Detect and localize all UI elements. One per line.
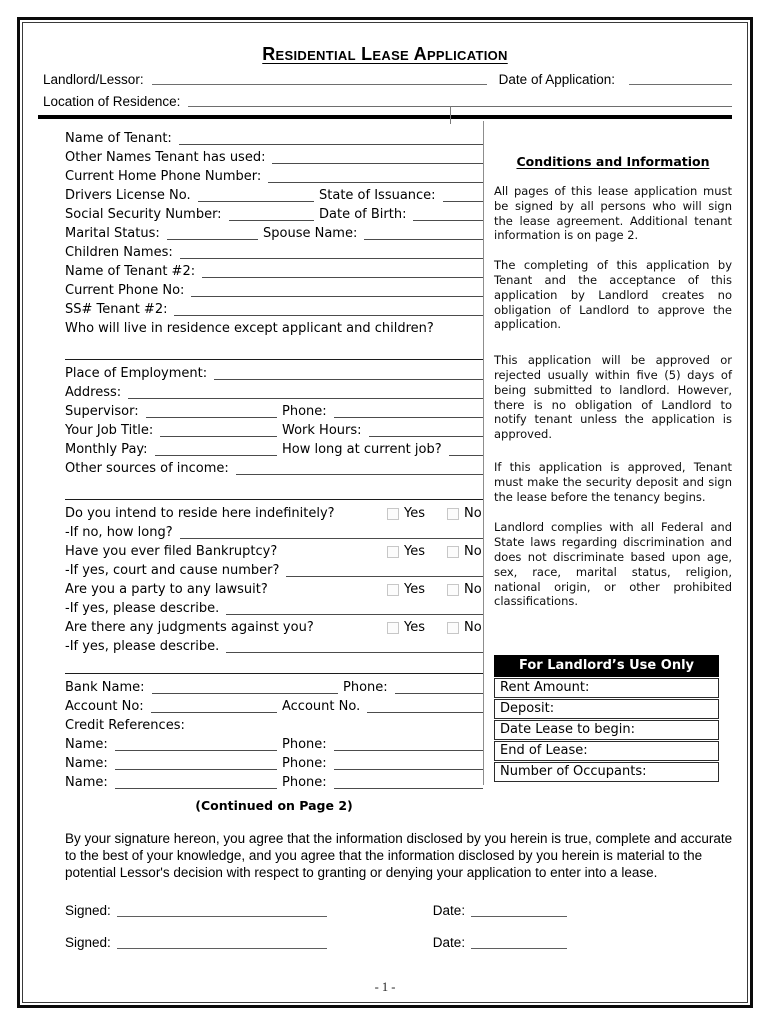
tenant2-name-field[interactable] [202, 277, 483, 278]
tenant2-ssn-label: SS# Tenant #2: [65, 302, 168, 317]
page-number: - 1 - [374, 980, 396, 994]
reference-phone-field[interactable] [334, 750, 483, 751]
who-will-live-label: Who will live in residence except applicant and children? [65, 321, 434, 336]
other-names-field[interactable] [272, 163, 483, 164]
supervisor-label: Supervisor: [65, 404, 139, 419]
supervisor-phone-label: Phone: [282, 404, 327, 419]
number-of-occupants-cell[interactable]: Number of Occupants: [494, 762, 719, 782]
no-checkbox[interactable] [447, 508, 459, 520]
account-no-label: Account No: [65, 699, 144, 714]
page-title [38, 44, 732, 65]
followup-row-indefinitely [65, 522, 483, 541]
ssn-group [65, 206, 314, 223]
signature-row-2 [65, 932, 732, 950]
home-phone-label: Current Home Phone Number: [65, 169, 262, 184]
job-title-field[interactable] [160, 422, 277, 437]
left-column [55, 121, 483, 813]
agreement-text: By your signature hereon, you agree that the information disclosed by you herein is true, complete and accurate to the best of your knowledge, and you agree that the information disclosed by you herein is material to the potential Lessor's decision with respect to granting or denying your application to enter into a lease. [65, 831, 733, 880]
reference-phone-field[interactable] [334, 788, 483, 789]
yes-label: Yes [404, 544, 425, 559]
tenant-name-label: Name of Tenant: [65, 131, 172, 146]
no-option [447, 543, 483, 560]
field-row-other-income [65, 458, 483, 477]
followup-indefinitely-field[interactable] [180, 538, 483, 539]
bank-phone-label: Phone: [343, 680, 388, 695]
field-row-job-title [65, 420, 483, 439]
tenant2-name-label: Name of Tenant #2: [65, 264, 196, 279]
followup-lawsuit-label: -If yes, please describe. [65, 601, 220, 616]
monthly-pay-group [65, 441, 277, 458]
field-row-supervisor [65, 401, 483, 420]
bank-name-field[interactable] [152, 679, 338, 694]
landlord-use-only-box [494, 655, 719, 782]
place-of-employment-field[interactable] [214, 379, 483, 380]
landlord-lessor-label: Landlord/Lessor: [43, 72, 144, 87]
reference-phone-label: Phone: [282, 775, 327, 790]
how-long-job-label: How long at current job? [282, 442, 442, 457]
field-row-reference-2 [65, 753, 483, 772]
followup-row-judgments [65, 636, 483, 655]
other-income-label: Other sources of income: [65, 461, 229, 476]
yes-option [387, 581, 447, 598]
employer-address-label: Address: [65, 385, 122, 400]
header-row-location [38, 91, 732, 109]
yes-checkbox[interactable] [387, 584, 399, 596]
landlord-lessor-field[interactable] [152, 84, 487, 85]
date-of-birth-field[interactable] [413, 220, 483, 221]
ssn-field[interactable] [229, 206, 314, 221]
field-row-monthly-pay [65, 439, 483, 458]
field-row-drivers-license [65, 185, 483, 204]
signature-field[interactable] [117, 948, 327, 949]
reference-name-group [65, 774, 277, 791]
account-no2-field[interactable] [367, 712, 483, 713]
questions-section-space [65, 655, 483, 672]
question-judgments-label: Are there any judgments against you? [65, 620, 314, 635]
followup-row-lawsuit [65, 598, 483, 617]
reference-phone-label: Phone: [282, 737, 327, 752]
followup-bankruptcy-field[interactable] [286, 576, 483, 577]
reference-phone-label: Phone: [282, 756, 327, 771]
reference-name-label: Name: [65, 756, 108, 771]
place-of-employment-label: Place of Employment: [65, 366, 208, 381]
yes-label: Yes [404, 620, 425, 635]
supervisor-phone-field[interactable] [334, 417, 483, 418]
bank-name-group [65, 679, 338, 696]
question-row-indefinitely [65, 503, 483, 522]
field-row-tenant-name [65, 128, 483, 147]
spouse-name-field[interactable] [364, 239, 483, 240]
yes-checkbox[interactable] [387, 622, 399, 634]
marital-status-group [65, 225, 258, 242]
drivers-license-field[interactable] [198, 187, 314, 202]
no-option [447, 619, 483, 636]
field-row-home-phone [65, 166, 483, 185]
followup-judgments-field[interactable] [226, 652, 483, 653]
other-names-label: Other Names Tenant has used: [65, 150, 266, 165]
conditions-paragraph: The completing of this application by Tenant and the acceptance of this application by Landlord creates no obligation of Landlord to approve the application. [494, 258, 732, 332]
bank-name-label: Bank Name: [65, 680, 145, 695]
signature-field[interactable] [117, 916, 327, 917]
field-row-employment [65, 363, 483, 382]
question-indefinitely-label: Do you intend to reside here indefinitely? [65, 506, 335, 521]
field-row-reference-1 [65, 734, 483, 753]
question-row-bankruptcy [65, 541, 483, 560]
question-lawsuit-label: Are you a party to any lawsuit? [65, 582, 268, 597]
job-title-label: Your Job Title: [65, 423, 154, 438]
home-phone-field[interactable] [268, 182, 483, 183]
state-of-issuance-label: State of Issuance: [319, 188, 436, 203]
deposit-cell[interactable]: Deposit: [494, 699, 719, 719]
reference-name-field[interactable] [115, 736, 277, 751]
reference-phone-field[interactable] [334, 769, 483, 770]
field-row-bank-name [65, 677, 483, 696]
yes-label: Yes [404, 506, 425, 521]
bank-phone-field[interactable] [395, 693, 483, 694]
signature-row-1 [65, 900, 732, 918]
date-label: Date: [432, 935, 466, 950]
account-no-field[interactable] [151, 698, 277, 713]
lease-application-form [24, 24, 746, 1001]
date-of-application-label: Date of Application: [498, 72, 615, 87]
followup-judgments-label: -If yes, please describe. [65, 639, 220, 654]
yes-option [387, 619, 447, 636]
column-divider [483, 121, 484, 785]
account-no2-label: Account No. [282, 699, 361, 714]
reference-name-group [65, 755, 277, 772]
marital-status-field[interactable] [167, 225, 258, 240]
spouse-name-label: Spouse Name: [263, 226, 358, 241]
drivers-license-group [65, 187, 314, 204]
employment-section-space [65, 477, 483, 498]
conditions-paragraph: Landlord complies with all Federal and State laws regarding discrimination and does not discriminate based upon age, sex, race, marital status, religion, national origin, or other prohibited classifications. [494, 520, 732, 609]
yes-option [387, 543, 447, 560]
followup-bankruptcy-label: -If yes, court and cause number? [65, 563, 280, 578]
job-title-group [65, 422, 277, 439]
rent-amount-cell[interactable]: Rent Amount: [494, 678, 719, 698]
ssn-label: Social Security Number: [65, 207, 222, 222]
conditions-heading: Conditions and Information [516, 154, 710, 169]
right-column [483, 121, 732, 813]
state-of-issuance-field[interactable] [443, 201, 483, 202]
no-label: No [464, 506, 482, 521]
header-row-landlord [38, 69, 732, 87]
children-names-label: Children Names: [65, 245, 173, 260]
reference-name-label: Name: [65, 775, 108, 790]
children-names-field[interactable] [180, 258, 483, 259]
work-hours-field[interactable] [369, 436, 483, 437]
form-columns [55, 121, 732, 813]
credit-references-label: Credit References: [65, 718, 185, 733]
signed-label: Signed: [65, 903, 111, 918]
reference-name-label: Name: [65, 737, 108, 752]
field-row-ssn [65, 204, 483, 223]
question-row-lawsuit [65, 579, 483, 598]
followup-row-bankruptcy [65, 560, 483, 579]
date-of-application-field[interactable] [629, 84, 732, 85]
employer-address-field[interactable] [128, 398, 483, 399]
no-label: No [464, 620, 482, 635]
date-label: Date: [432, 903, 466, 918]
section-rule-employment [65, 359, 483, 360]
field-row-marital [65, 223, 483, 242]
conditions-paragraph: All pages of this lease application must be signed by all persons who will sign the lease agreement. Additional tenant information is on page 2. [494, 184, 732, 243]
field-row-children [65, 242, 483, 261]
tenant-name-field[interactable] [179, 144, 483, 145]
field-row-tenant2-phone [65, 280, 483, 299]
location-of-residence-field[interactable] [188, 106, 732, 107]
no-checkbox[interactable] [447, 622, 459, 634]
field-row-other-names [65, 147, 483, 166]
field-row-who-will-live [65, 318, 483, 337]
monthly-pay-field[interactable] [155, 441, 277, 456]
yes-checkbox[interactable] [387, 508, 399, 520]
end-of-lease-cell[interactable]: End of Lease: [494, 741, 719, 761]
no-option [447, 505, 483, 522]
continued-note: (Continued on Page 2) [195, 798, 353, 813]
marital-status-label: Marital Status: [65, 226, 160, 241]
reference-name-group [65, 736, 277, 753]
other-income-field[interactable] [236, 474, 483, 475]
page-title-text: Residential Lease Application [262, 44, 508, 64]
section-rule-questions [65, 499, 483, 500]
location-of-residence-label: Location of Residence: [43, 94, 181, 109]
date-lease-begin-cell[interactable]: Date Lease to begin: [494, 720, 719, 740]
reference-name-field[interactable] [115, 774, 277, 789]
supervisor-group [65, 403, 277, 420]
no-option [447, 581, 483, 598]
who-will-live-answer-space[interactable] [65, 337, 483, 358]
field-row-reference-3 [65, 772, 483, 791]
followup-lawsuit-field[interactable] [226, 614, 483, 615]
drivers-license-label: Drivers License No. [65, 188, 191, 203]
work-hours-label: Work Hours: [282, 423, 362, 438]
signed-label: Signed: [65, 935, 111, 950]
section-rule-thick [38, 115, 732, 119]
tenant2-phone-label: Current Phone No: [65, 283, 185, 298]
no-label: No [464, 544, 482, 559]
account-group [65, 698, 277, 715]
reference-name-field[interactable] [115, 755, 277, 770]
yes-label: Yes [404, 582, 425, 597]
landlord-box-heading: For Landlord’s Use Only [494, 655, 719, 677]
no-checkbox[interactable] [447, 584, 459, 596]
signature-date-field[interactable] [471, 916, 567, 917]
field-row-tenant2-name [65, 261, 483, 280]
question-row-judgments [65, 617, 483, 636]
how-long-job-field[interactable] [449, 455, 483, 456]
date-of-birth-label: Date of Birth: [319, 207, 407, 222]
yes-option [387, 505, 447, 522]
field-row-credit-references [65, 715, 483, 734]
conditions-paragraph: If this application is approved, Tenant must make the security deposit and sign the lease before the tenancy begins. [494, 459, 732, 504]
field-row-tenant2-ssn [65, 299, 483, 318]
question-bankruptcy-label: Have you ever filed Bankruptcy? [65, 544, 278, 559]
section-rule-bank [65, 673, 483, 674]
no-label: No [464, 582, 482, 597]
field-row-emp-address [65, 382, 483, 401]
tenant2-phone-field[interactable] [191, 296, 483, 297]
tenant2-ssn-field[interactable] [174, 315, 483, 316]
conditions-paragraph: This application will be approved or rejected usually within five (5) days of being submitted to landlord. However, there is no obligation of Landlord to notify tenant unless the application is approved. [494, 353, 732, 442]
supervisor-field[interactable] [146, 403, 277, 418]
monthly-pay-label: Monthly Pay: [65, 442, 148, 457]
field-row-account [65, 696, 483, 715]
yes-checkbox[interactable] [387, 546, 399, 558]
no-checkbox[interactable] [447, 546, 459, 558]
followup-indefinitely-label: -If no, how long? [65, 525, 173, 540]
signature-date-field[interactable] [471, 948, 567, 949]
